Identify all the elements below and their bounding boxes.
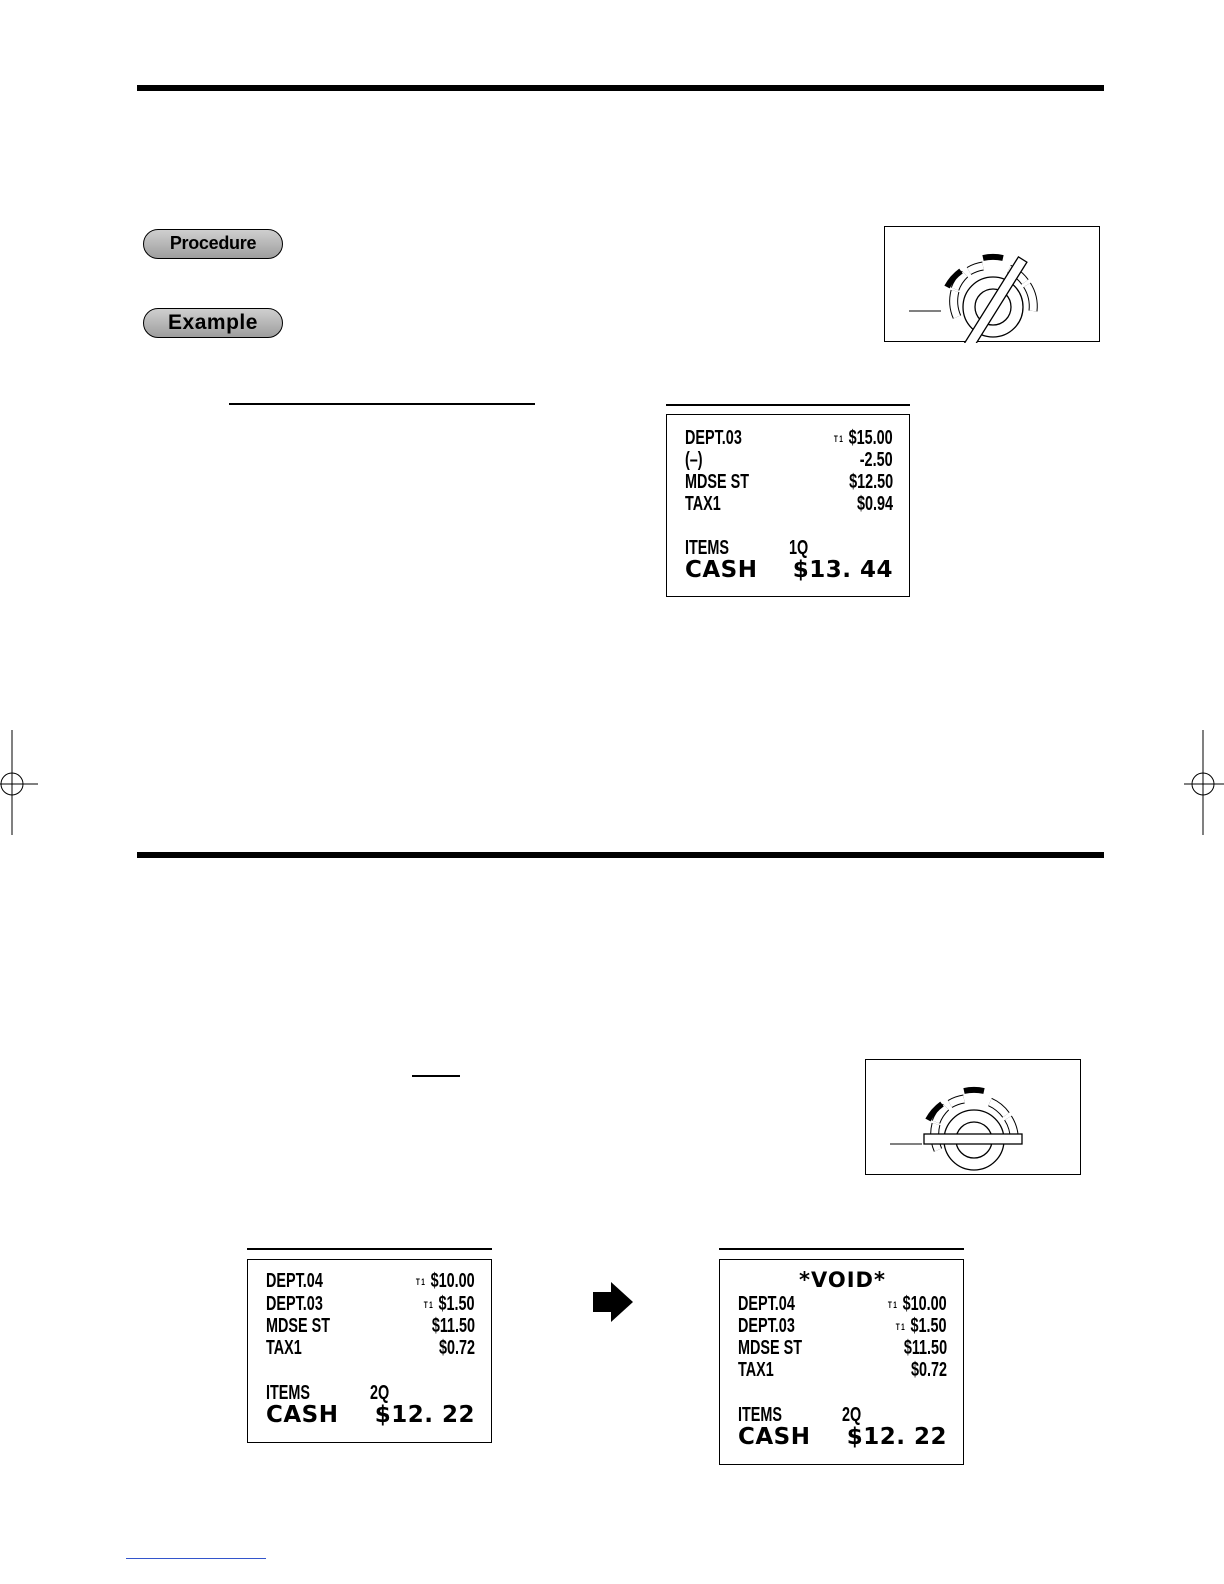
receipt-left	[247, 1259, 492, 1443]
arrow-right-icon	[591, 1280, 635, 1324]
receipt-left-rule	[247, 1248, 492, 1250]
receipt-right-rule	[719, 1248, 964, 1250]
receipt-line: MDSE ST $11.50	[266, 1315, 475, 1337]
receipt-line: DEPT.03 T1 $1.50	[738, 1315, 947, 1337]
mode-switch-key-icon	[866, 1060, 1082, 1176]
mode-switch-box-bottom	[865, 1059, 1081, 1175]
receipt-line: TAX1 $0.72	[738, 1359, 947, 1381]
receipt-items-line: ITEMS 1Q	[685, 537, 809, 559]
mode-switch-box-top	[884, 226, 1100, 342]
section-top-rule	[137, 85, 1104, 91]
receipt-line: DEPT.03 T1 $1.50	[266, 1293, 475, 1315]
section-bottom-rule	[137, 852, 1104, 858]
receipt-total-line: CASH $12. 22	[266, 1402, 475, 1428]
underline-short	[412, 1075, 460, 1077]
receipt-line: DEPT.04 T1 $10.00	[738, 1293, 947, 1315]
receipt-void-header: *VOID*	[799, 1268, 886, 1292]
receipt-line: MDSE ST $11.50	[738, 1337, 947, 1359]
receipt-items-line: ITEMS 2Q	[266, 1382, 390, 1404]
receipt-line: MDSE ST $12.50	[685, 471, 893, 493]
crop-mark-right-icon	[1184, 730, 1224, 840]
receipt-total-line: CASH $13. 44	[685, 557, 893, 583]
footer-link-line	[126, 1558, 266, 1559]
receipt-top-rule	[666, 404, 910, 406]
receipt-line: DEPT.04 T1 $10.00	[266, 1270, 475, 1292]
receipt-line: TAX1 $0.72	[266, 1337, 475, 1359]
crop-mark-left-icon	[0, 730, 40, 840]
underline-left-top	[229, 403, 535, 405]
receipt-line: TAX1 $0.94	[685, 493, 893, 515]
receipt-total-line: CASH $12. 22	[738, 1424, 947, 1450]
receipt-items-line: ITEMS 2Q	[738, 1404, 862, 1426]
mode-switch-key-icon	[885, 227, 1101, 343]
example-button[interactable]: Example	[143, 308, 283, 338]
receipt-line: DEPT.03 T1 $15.00	[685, 427, 893, 449]
receipt-top	[666, 414, 910, 597]
procedure-button[interactable]: Procedure	[143, 229, 283, 259]
receipt-line: (–) -2.50	[685, 449, 893, 471]
receipt-right	[719, 1259, 964, 1465]
